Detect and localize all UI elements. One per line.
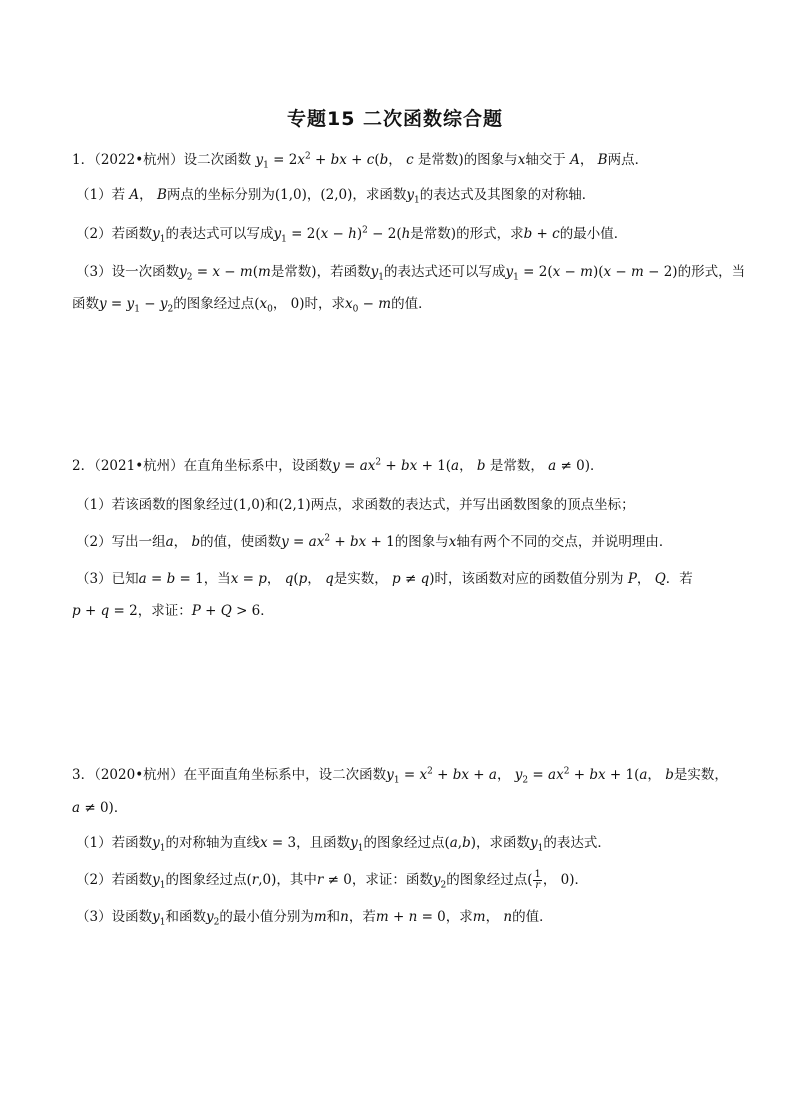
q3-stem: 3．（2020•杭州）在平面直角坐标系中，设二次函数$y_1 = x^2$ + bx + a， $y_2 = ax^2$ + bx + 1(a， b是实数， [72, 766, 728, 786]
q1-part1: （1）若 A， B两点的坐标分别为(1,0)，(2,0)，求函数$y_1$的表达式及其图象的对称轴． [76, 187, 596, 206]
q1-part3: （3）设一次函数$y_2 = x - m(m$是常数)，若函数$y_1$的表达式还可以写成$y_1 = 2(x - m)(x - m - 2)$的形式，当 [76, 264, 746, 283]
q2-part3: （3）已知a = b = 1，当x = p， q(p， q是实数， p ≠ q)时，该函数对应的函数值分别为 P， Q．若 [76, 571, 693, 587]
q2-part2: （2）写出一组a， b的值，使函数$y = ax^2$ + bx + 1的图象与x轴有两个不同的交点，并说明理由． [76, 533, 673, 550]
q3-part3: （3）设函数$y_1$和函数$y_2$的最小值分别为m和n，若m + n = 0，求m， n的值． [76, 909, 553, 928]
q3-part1: （1）若函数$y_1$的对称轴为直线x = 3，且函数$y_1$的图象经过点(a,b)，求函数$y_1$的表达式． [76, 835, 611, 854]
page-title: 专题15 二次函数综合题 [286, 108, 504, 130]
q2-part1: （1）若该函数的图象经过(1,0)和(2,1)两点，求函数的表达式，并写出函数图象的顶点坐标； [76, 497, 635, 513]
q1-part3-cont: 函数$y = y_1 - y_2$的图象经过点($x_0$， 0)时，求$x_0 - m$的值． [72, 296, 432, 315]
q1-stem: 1．（2022•杭州）设二次函数 $y_1 = 2x^2$ + bx + c(b， c 是常数)的图象与x轴交于 A， B两点． [72, 151, 649, 171]
q2-part3-cont: p + q = 2，求证：P + Q > 6． [72, 603, 274, 619]
q2-stem: 2．（2021•杭州）在直角坐标系中，设函数$y = ax^2$ + bx + 1(a， b 是常数， a ≠ 0)． [72, 457, 604, 474]
q3-part2: （2）若函数$y_1$的图象经过点(r,0)，其中r ≠ 0，求证：函数$y_2$的图象经过点( $\frac{1}{r}$ ， 0)． [76, 869, 589, 891]
fraction-one-over-r: $\frac{1}{r}$ [534, 869, 541, 891]
q1-part2: （2）若函数$y_1$的表达式可以写成$y_1 = 2(x - h)^2 - 2(h$是常数)的形式，求b + c的最小值． [76, 225, 628, 245]
q3-stem-cont: a ≠ 0)． [72, 800, 128, 816]
